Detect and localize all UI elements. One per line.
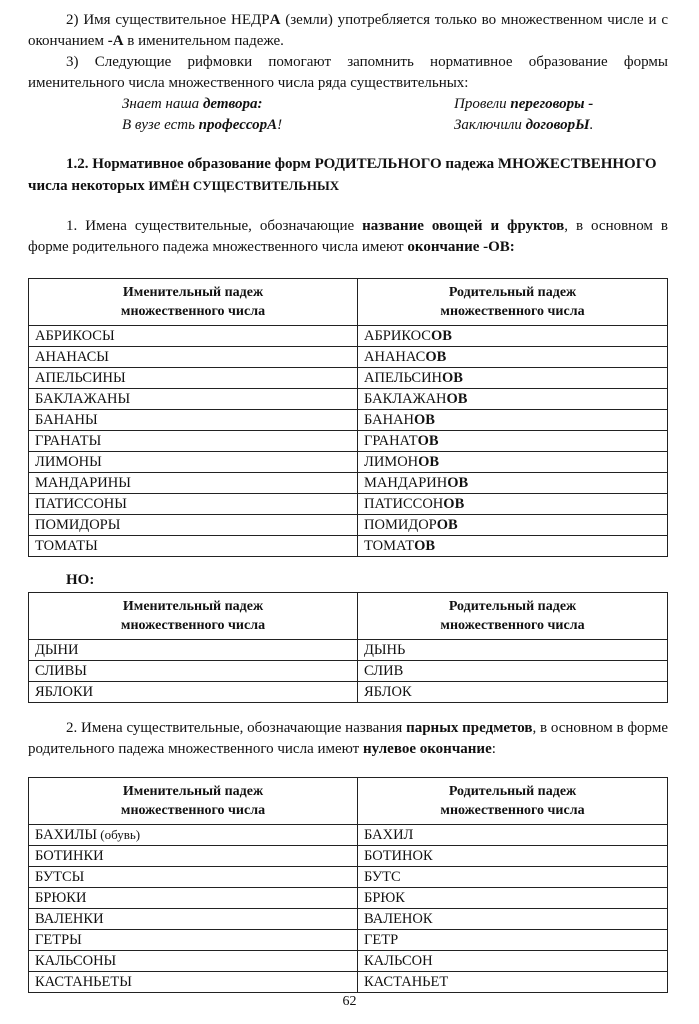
column-header-nominative: Именительный падеж множественного числа [29, 279, 358, 326]
table-row: КАСТАНЬЕТЫ КАСТАНЬЕТ [29, 972, 668, 993]
rhyme-line: Знает наша детвора: [122, 96, 263, 112]
table-row: БАХИЛЫ (обувь) БАХИЛ [29, 825, 668, 846]
table-row: ЛИМОНЫ ЛИМОНОВ [29, 452, 668, 473]
table-exceptions [28, 592, 668, 703]
rhyme-line: Провели переговоры - [454, 96, 594, 112]
table-row: АПЕЛЬСИНЫ АПЕЛЬСИНОВ [29, 368, 668, 389]
table-row: БАКЛАЖАНЫ БАКЛАЖАНОВ [29, 389, 668, 410]
table-row: ВАЛЕНКИ ВАЛЕНОК [29, 909, 668, 930]
table-row: ГРАНАТЫ ГРАНАТОВ [29, 431, 668, 452]
table-row: БАНАНЫ БАНАНОВ [29, 410, 668, 431]
column-header-genitive: Родительный падеж множественного числа [358, 593, 668, 640]
column-header-nominative: Именительный падеж множественного числа [29, 593, 358, 640]
table-header-row [29, 778, 668, 825]
table-row: ПАТИССОНЫ ПАТИССОНОВ [29, 494, 668, 515]
column-header-genitive: Родительный падеж множественного числа [358, 279, 668, 326]
table-row: ЯБЛОКИ ЯБЛОК [29, 682, 668, 703]
rhyme-line: Заключили договорЫ. [454, 117, 594, 133]
table-vegetables-fruits [28, 278, 668, 557]
table-header-row [29, 279, 668, 326]
table-row: ТОМАТЫ ТОМАТОВ [29, 536, 668, 557]
table-row: АБРИКОСЫ АБРИКОСОВ [29, 326, 668, 347]
table-row: МАНДАРИНЫ МАНДАРИНОВ [29, 473, 668, 494]
table-row: БОТИНКИ БОТИНОК [29, 846, 668, 867]
column-header-genitive: Родительный падеж множественного числа [358, 778, 668, 825]
table-header-row [29, 593, 668, 640]
paragraph-paired-items: 2. Имена существительные, обозначающие названия парных предметов, в основном в форме родительного падежа множественного числа имеют нулевое окончание: [28, 720, 668, 757]
rhyme-line: В вузе есть профессорА! [122, 117, 283, 133]
paragraph-vegetables: 1. Имена существительные, обозначающие название овощей и фруктов, в основном в форме родительного падежа множественного числа имеют окончание -ОВ: [28, 218, 668, 255]
exception-label: НО: [66, 572, 95, 588]
table-row: СЛИВЫ СЛИВ [29, 661, 668, 682]
column-header-nominative: Именительный падеж множественного числа [29, 778, 358, 825]
table-row: ПОМИДОРЫ ПОМИДОРОВ [29, 515, 668, 536]
table-row: АНАНАСЫ АНАНАСОВ [29, 347, 668, 368]
table-row: БУТСЫ БУТС [29, 867, 668, 888]
table-row: БРЮКИ БРЮК [29, 888, 668, 909]
page-number: 62 [342, 994, 357, 1009]
paragraph-rhymes-intro: 3) Следующие рифмовки помогают запомнить нормативное образование формы именительного числа множественного числа ряда существительных: [28, 54, 668, 91]
table-paired-items [28, 777, 668, 993]
table-row: ГЕТРЫ ГЕТР [29, 930, 668, 951]
table-row: ДЫНИ ДЫНЬ [29, 640, 668, 661]
table-row: КАЛЬСОНЫ КАЛЬСОН [29, 951, 668, 972]
paragraph-nedra: 2) Имя существительное НЕДРА (земли) употребляется только во множественном числе и с окончанием -А в именительном падеже. [28, 12, 668, 49]
section-heading: 1.2. Нормативное образование форм РОДИТЕЛЬНОГО падежа МНОЖЕСТВЕННОГО числа некоторых ИМЁН СУЩЕСТВИТЕЛЬНЫХ [28, 156, 657, 194]
